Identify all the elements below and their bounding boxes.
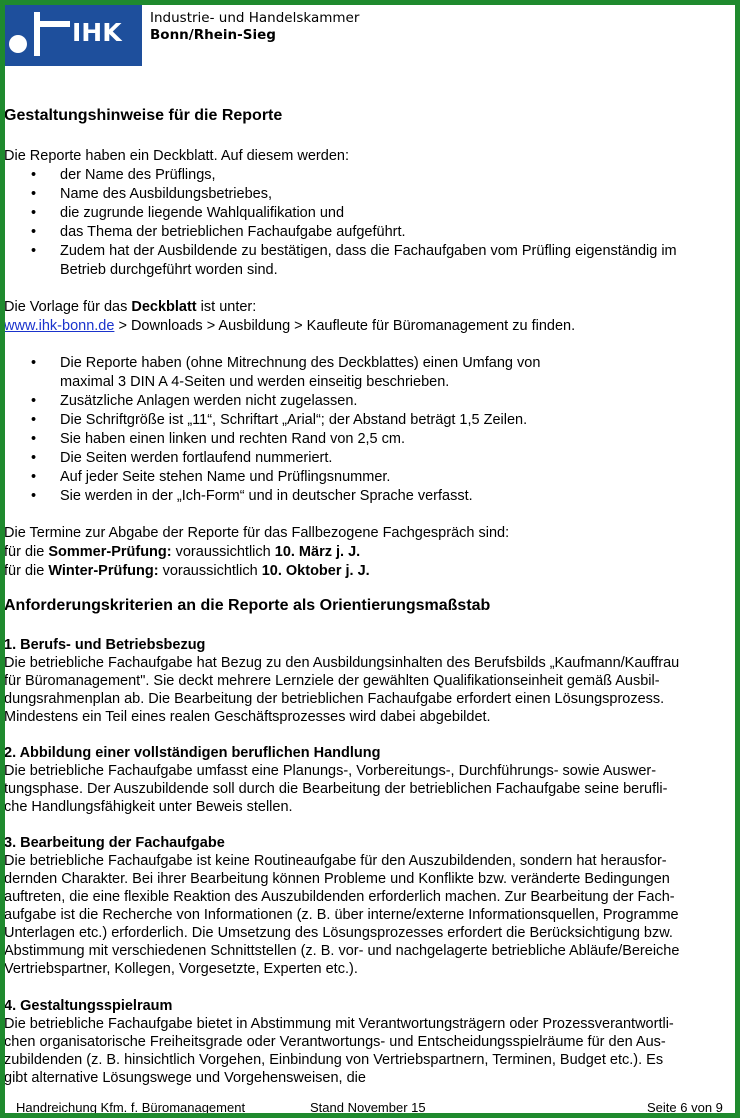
criterion-text-line: zubildenden (z. B. hinsichtlich Vorgehen, Einbindung von Vertriebspartnern, Terminen, Budget etc.). Es [4, 1052, 664, 1068]
criterion-text-line: tungsphase. Der Auszubildende soll durch die Bearbeitung der betrieblichen Fachaufgabe seine berufli- [4, 781, 668, 797]
logo-text: IHK [72, 18, 122, 47]
ihk-logo [4, 4, 142, 66]
criterion-text-line: che Handlungsfähigkeit unter Beweis stellen. [4, 799, 293, 815]
criterion-heading: 1. Berufs- und Betriebsbezug [4, 637, 206, 653]
dates-intro: Die Termine zur Abgabe der Reporte für das Fallbezogene Fachgespräch sind: [4, 525, 510, 541]
section-title-anforderung: Anforderungskriterien an die Reporte als Orientierungsmaßstab [4, 597, 491, 614]
criterion-text-line: Die betriebliche Fachaufgabe hat Bezug zu den Ausbildungsinhalten des Berufsbilds „Kaufmann/Kauffrau [4, 655, 680, 671]
criterion-heading: 2. Abbildung einer vollständigen beruflichen Handlung [4, 745, 381, 761]
criterion-text-line: aufgabe ist die Recherche von Informationen (z. B. über interne/externe Informationsquellen, Programme [4, 907, 679, 923]
criterion-text-line: Die betriebliche Fachaufgabe umfasst eine Planungs-, Vorbereitungs-, Durchführungs- sowie Auswer- [4, 763, 657, 779]
criterion-text-line: Unterlagen etc.) erforderlich. Die Umsetzung des Lösungsprozesses erfordert die Berücksichtigung bzw. [4, 925, 673, 941]
section-title-gestaltung: Gestaltungshinweise für die Reporte [4, 107, 283, 124]
criterion-text-line: Vertriebspartner, Kollegen, Vorgesetzte, Experten etc.). [4, 961, 358, 977]
footer-page-number: Seite 6 von 9 [647, 1100, 723, 1115]
criterion-text-line: Die betriebliche Fachaufgabe ist keine Routineaufgabe für den Auszubildenden, sondern hat herausfor- [4, 853, 667, 869]
logo-bar [34, 12, 40, 56]
criterion-text-line: chen organisatorische Freiheitsgrade oder Verantwortungs- und Entscheidungsspielräume für den Aus- [4, 1034, 666, 1050]
summer-exam-date: für die Sommer-Prüfung: voraussichtlich 10. März j. J. [4, 544, 361, 560]
criterion-text-line: auftreten, die eine flexible Reaktion des Auszubildenden erforderlich machen. Zur Bearbeitung der Fach- [4, 889, 675, 905]
org-name-line2: Bonn/Rhein-Sieg [150, 27, 276, 43]
winter-exam-date: für die Winter-Prüfung: voraussichtlich 10. Oktober j. J. [4, 563, 370, 579]
criterion-text-line: gibt alternative Lösungswege und Vorgehensweisen, die [4, 1070, 366, 1086]
footer-center: Stand November 15 [310, 1100, 426, 1115]
org-name-line1: Industrie- und Handelskammer [150, 10, 360, 26]
footer-left: Handreichung Kfm. f. Büromanagement [16, 1100, 246, 1115]
criterion-text-line: Mindestens ein Teil eines realen Geschäftsprozesses wird dabei abgebildet. [4, 709, 491, 725]
criterion-text-line: Abstimmung mit verschiedenen Schnittstellen (z. B. vor- und nachgelagerte betriebliche Abläufe/Bereiche [4, 943, 680, 959]
criterion-text-line: dungsrahmenplan ab. Die Bearbeitung der betrieblichen Fachaufgabe erfordert einen Lösungsprozess. [4, 691, 665, 707]
criterion-text-line: Die betriebliche Fachaufgabe bietet in Abstimmung mit Verantwortungsträgern oder Prozessverantwortli- [4, 1016, 674, 1032]
ihk-website-link[interactable]: www.ihk-bonn.de [4, 318, 115, 334]
criterion-heading: 3. Bearbeitung der Fachaufgabe [4, 835, 225, 851]
criterion-heading: 4. Gestaltungsspielraum [4, 998, 173, 1014]
criterion-text-line: dernden Charakter. Bei ihrer Bearbeitung können Probleme und Konflikte bzw. veränderte Bedingungen [4, 871, 670, 887]
criterion-text-line: für Büromanagement". Sie deckt mehrere Lernziele der gewählten Qualifikationseinheit gemäß Ausbil- [4, 673, 660, 689]
org-name [150, 10, 359, 44]
logo-dot [9, 35, 27, 53]
logo-line [40, 21, 70, 27]
template-info: Die Vorlage für das Deckblatt ist unter: [4, 299, 257, 315]
template-link-line: www.ihk-bonn.de > Downloads > Ausbildung > Kaufleute für Büromanagement zu finden. [4, 318, 576, 334]
intro-text: Die Reporte haben ein Deckblatt. Auf diesem werden: [4, 148, 349, 164]
